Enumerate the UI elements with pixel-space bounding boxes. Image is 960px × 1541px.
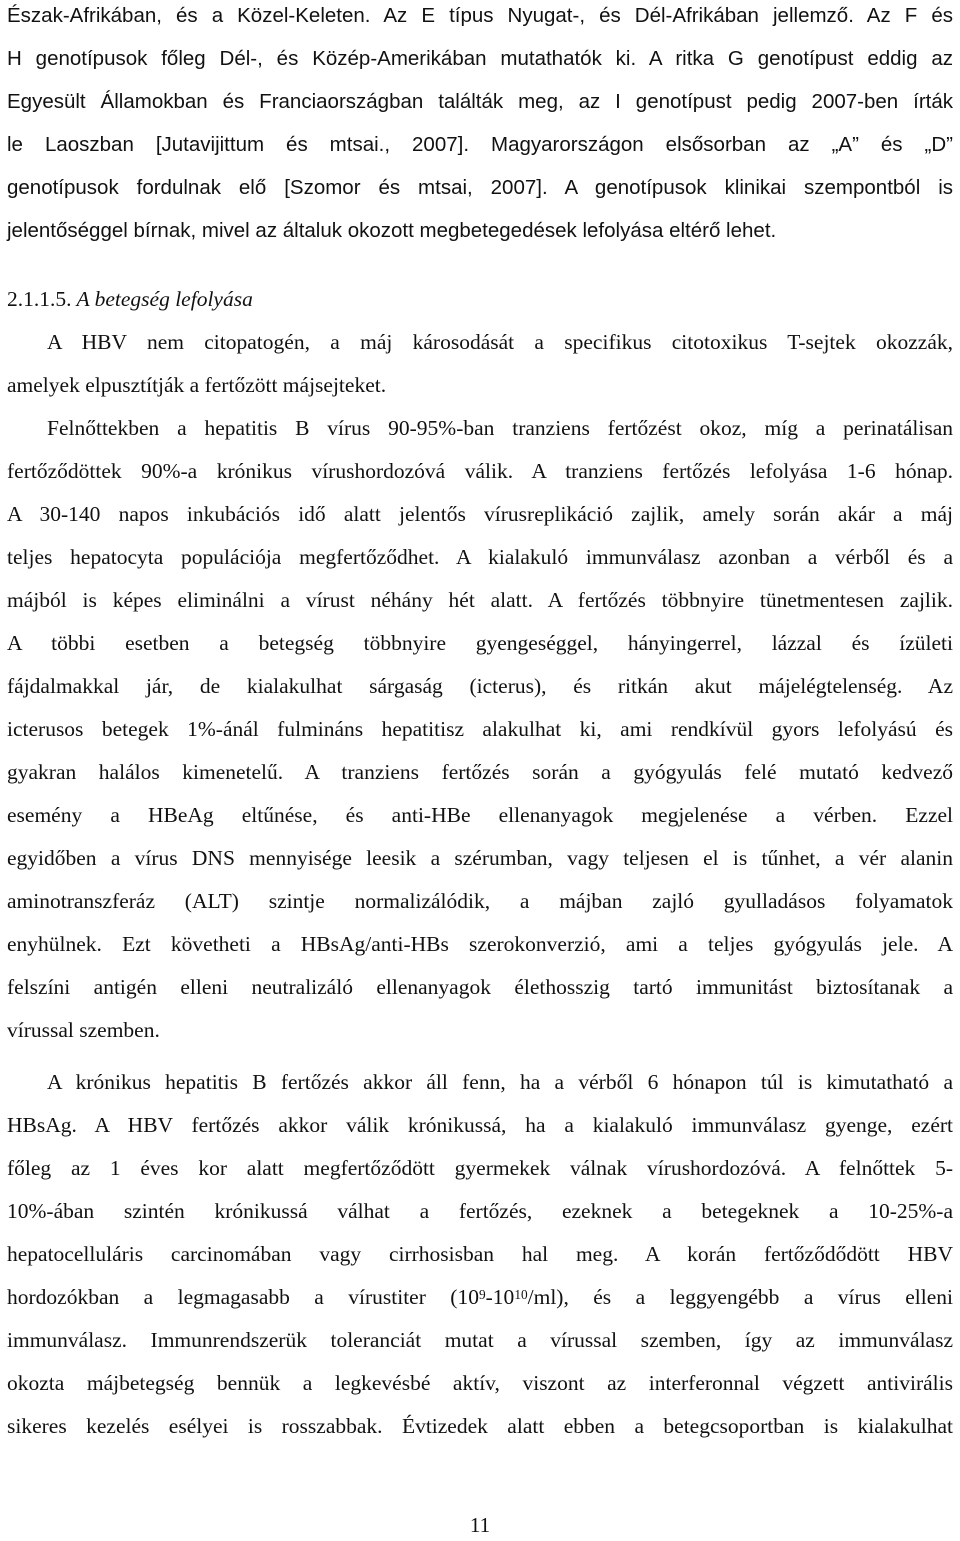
paragraph-line: főleg az 1 éves kor alatt megfertőződött gyermekek válnak vírushordozóvá. A felnőttek 5- <box>7 1156 953 1180</box>
paragraph-line: immunválasz. Immunrendszerük toleranciát mutat a vírussal szemben, így az immunválasz <box>7 1328 953 1352</box>
titer-line <box>7 1276 953 1319</box>
page-number: 11 <box>469 1513 491 1537</box>
paragraph-line: A HBV nem citopatogén, a máj károsodását a specifikus citotoxikus T-sejtek okozzák, <box>47 330 953 354</box>
paragraph-line: gyakran halálos kimenetelű. A tranziens fertőzés során a gyógyulás felé mutató kedvező <box>7 760 953 784</box>
paragraph-line: A 30-140 napos inkubációs idő alatt jelentős vírusreplikáció zajlik, amely során akár a máj <box>7 502 953 526</box>
paragraph-line: Felnőttekben a hepatitis B vírus 90-95%-ban tranziens fertőzést okoz, míg a perinatálisan <box>47 416 953 440</box>
paragraph-line: fertőződöttek 90%-a krónikus vírushordozóvá válik. A tranziens fertőzés lefolyása 1-6 hónap. <box>7 459 953 483</box>
paragraph-line: fájdalmakkal jár, de kialakulhat sárgaság (icterus), és ritkán akut májelégtelenség. Az <box>7 674 953 698</box>
paragraph-line: okozta májbetegség bennük a legkevésbé aktív, viszont az interferonnal végzett antivirális <box>7 1371 953 1395</box>
text-line: Egyesült Államokban és Franciaországban találták meg, az I genotípust pedig 2007-ben írták <box>7 90 953 113</box>
paragraph-line: aminotranszferáz (ALT) szintje normalizálódik, a májban zajló gyulladásos folyamatok <box>7 889 953 913</box>
section-number: 2.1.1.5. <box>7 287 72 311</box>
paragraph-line: egyidőben a vírus DNS mennyisége leesik a szérumban, vagy teljesen el is tűnhet, a vér alanin <box>7 846 953 870</box>
paragraph-line: 10%-ában szintén krónikussá válhat a fertőzés, ezeknek a betegeknek a 10-25%-a <box>7 1199 953 1223</box>
paragraph-line: felszíni antigén elleni neutralizáló ellenanyagok élethosszig tartó immunitást biztosítanak a <box>7 975 953 999</box>
paragraph-line: HBsAg. A HBV fertőzés akkor válik krónikussá, ha a kialakuló immunválasz gyenge, ezért <box>7 1113 953 1137</box>
paragraph-line: hepatocelluláris carcinomában vagy cirrhosisban hal meg. A korán fertőződődött HBV <box>7 1242 953 1266</box>
titer-text-mid: -10 <box>485 1285 515 1309</box>
text-line: le Laoszban [Jutavijittum és mtsai., 2007]. Magyarországon elsősorban az „A” és „D” <box>7 133 953 156</box>
text-line: genotípusok fordulnak elő [Szomor és mtsai, 2007]. A genotípusok klinikai szempontból is <box>7 176 953 199</box>
paragraph-line: A többi esetben a betegség többnyire gyengeséggel, hányingerrel, lázzal és ízületi <box>7 631 953 655</box>
text-line: jelentőséggel bírnak, mivel az általuk okozott megbetegedések lefolyása eltérő lehet. <box>7 219 777 242</box>
paragraph-line: amelyek elpusztítják a fertőzött májsejteket. <box>7 373 387 397</box>
section-heading <box>7 278 953 321</box>
titer-exponent-high: 10 <box>514 1287 528 1303</box>
paragraph-line: enyhülnek. Ezt követheti a HBsAg/anti-HBs szerokonverzió, ami a teljes gyógyulás jele. A <box>7 932 953 956</box>
paragraph-line: teljes hepatocyta populációja megfertőződhet. A kialakuló immunválasz azonban a vérből és a <box>7 545 953 569</box>
paragraph-line: A krónikus hepatitis B fertőzés akkor áll fenn, ha a vérből 6 hónapon túl is kimutatható a <box>47 1070 953 1094</box>
paragraph-line: icterusos betegek 1%-ánál fulmináns hepatitisz alakulhat ki, ami rendkívül gyors lefolyású és <box>7 717 953 741</box>
titer-text-after: /ml), és a leggyengébb a vírus elleni <box>527 1285 953 1309</box>
paragraph-line: sikeres kezelés esélyei is rosszabbak. Évtizedek alatt ebben a betegcsoportban is kialakulhat <box>7 1414 953 1438</box>
titer-exponent-low: 9 <box>478 1287 486 1303</box>
paragraph-line: esemény a HBeAg eltűnése, és anti-HBe ellenanyagok megjelenése a vérben. Ezzel <box>7 803 953 827</box>
paragraph-line: vírussal szemben. <box>7 1018 160 1042</box>
titer-text-before: hordozókban a legmagasabb a vírustiter (10 <box>7 1285 479 1309</box>
paragraph-line: májból is képes eliminálni a vírust néhány hét alatt. A fertőzés többnyire tünetmentesen zajlik. <box>7 588 953 612</box>
text-line: H genotípusok főleg Dél-, és Közép-Amerikában mutathatók ki. A ritka G genotípust eddig az <box>7 47 953 70</box>
text-line: Észak-Afrikában, és a Közel-Keleten. Az E típus Nyugat-, és Dél-Afrikában jellemző. Az F és <box>7 4 953 27</box>
section-title: A betegség lefolyása <box>76 287 253 311</box>
